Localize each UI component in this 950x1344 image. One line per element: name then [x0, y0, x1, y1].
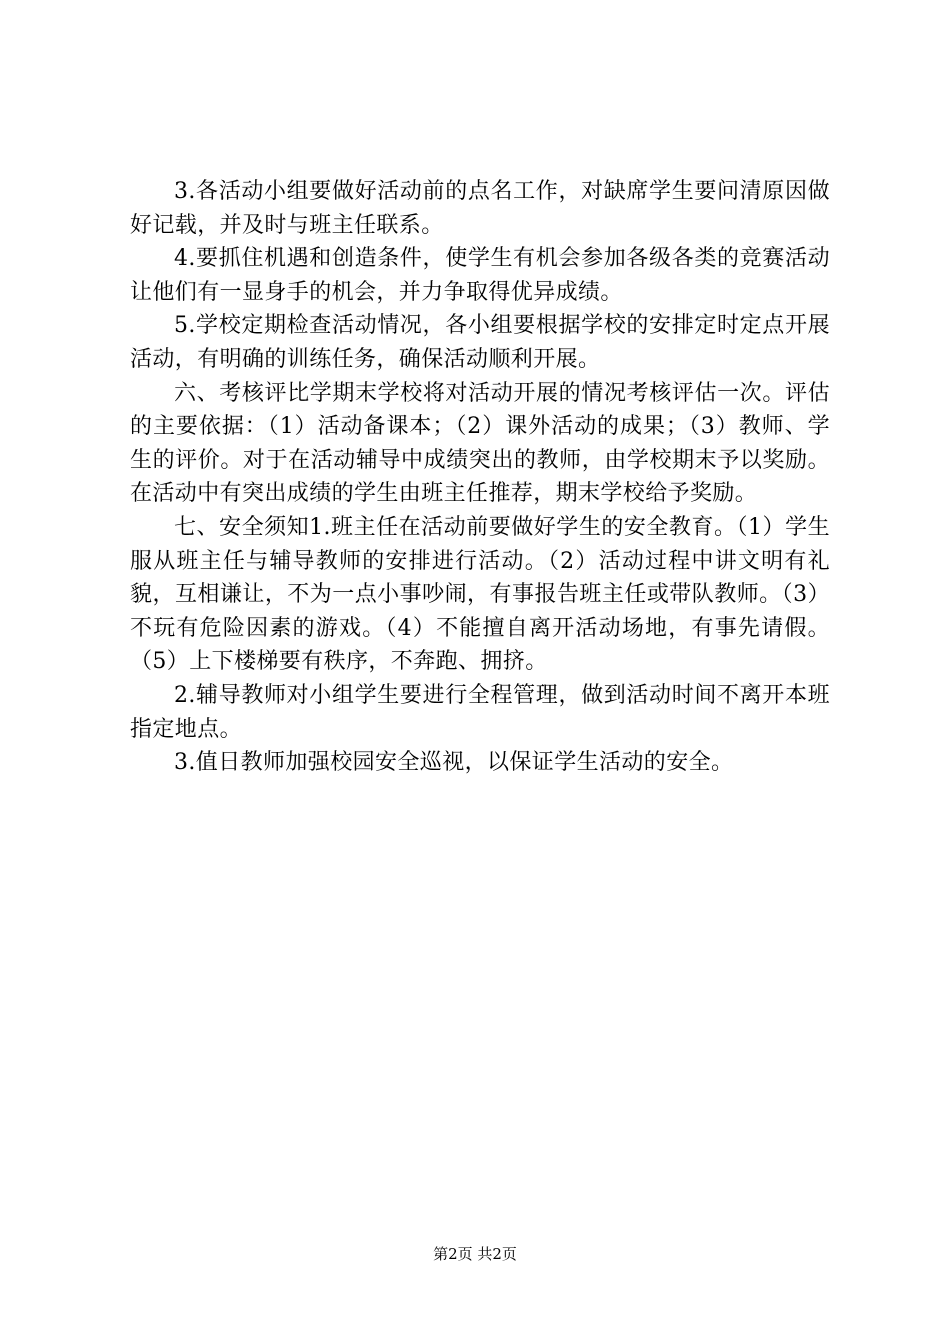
paragraph-safety-item-2: 2.辅导教师对小组学生要进行全程管理，做到活动时间不离开本班指定地点。: [130, 682, 830, 742]
document-body: [130, 175, 830, 780]
page-number-footer: 第2页 共2页: [433, 1245, 517, 1263]
paragraph-item-5: 5.学校定期检查活动情况，各小组要根据学校的安排定时定点开展活动，有明确的训练任务，确保活动顺利开展。: [130, 313, 830, 372]
paragraph-section-6-assessment: 六、考核评比学期末学校将对活动开展的情况考核评估一次。评估的主要依据：（1）活动备课本；（2）课外活动的成果；（3）教师、学生的评价。对于在活动辅导中成绩突出的教师，由学校期末予以奖励。在活动中有突出成绩的学生由班主任推荐，期末学校给予奖励。: [130, 380, 830, 507]
paragraph-item-3: 3.各活动小组要做好活动前的点名工作，对缺席学生要问清原因做好记载，并及时与班主任联系。: [130, 179, 830, 238]
paragraph-safety-item-3: 3.值日教师加强校园安全巡视，以保证学生活动的安全。: [174, 750, 734, 776]
paragraph-item-4: 4.要抓住机遇和创造条件，使学生有机会参加各级各类的竞赛活动让他们有一显身手的机会，并力争取得优异成绩。: [130, 246, 830, 305]
paragraph-section-7-safety: 七、安全须知1.班主任在活动前要做好学生的安全教育。（1）学生服从班主任与辅导教师的安排进行活动。（2）活动过程中讲文明有礼貌，互相谦让，不为一点小事吵闹，有事报告班主任或带队教师。（3）不玩有危险因素的游戏。（4）不能擅自离开活动场地，有事先请假。（5）上下楼梯要有秩序，不奔跑、拥挤。: [130, 514, 830, 675]
